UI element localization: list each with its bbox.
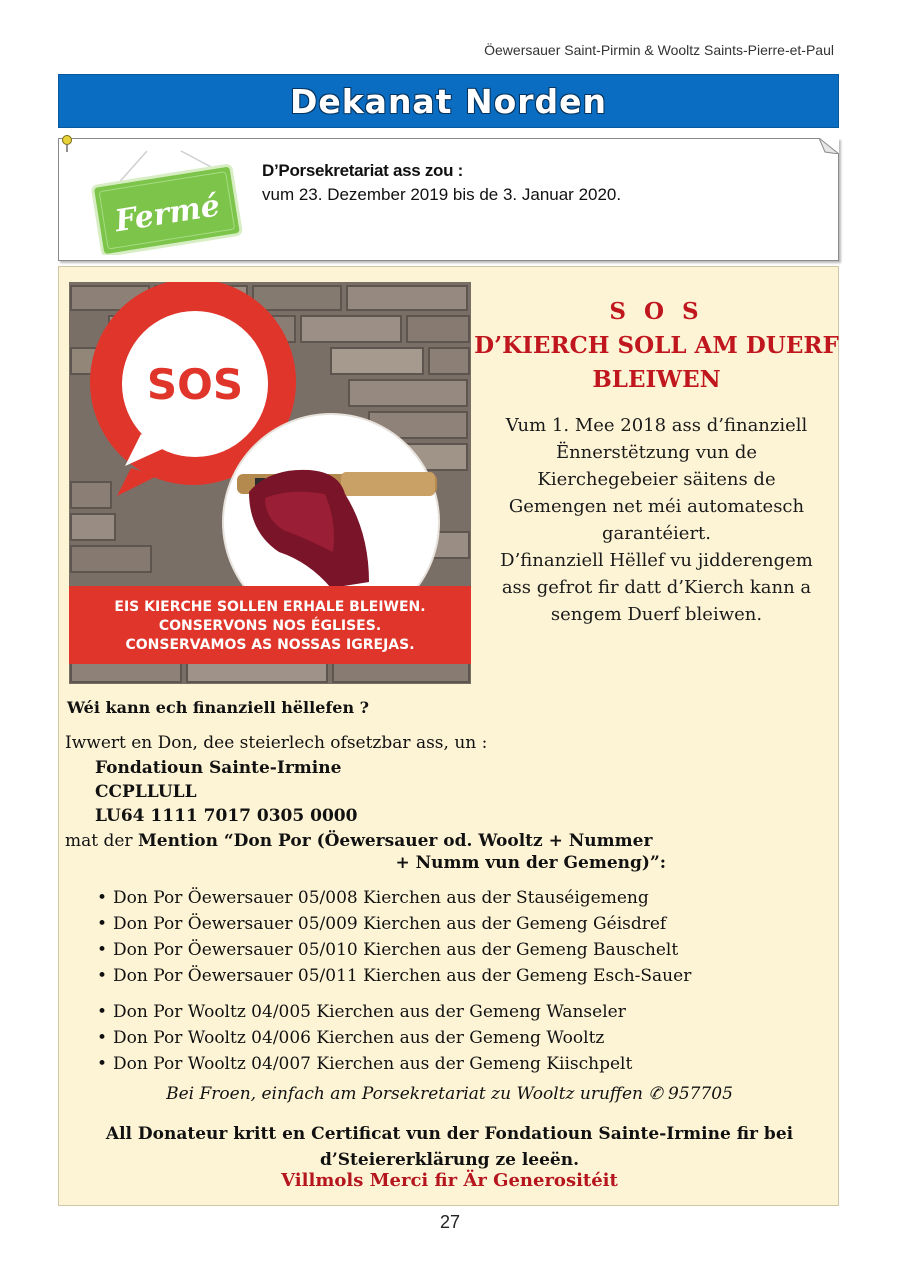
notice-title: D’Porsekretariat ass zou : [262,161,464,180]
list-item: • Don Por Öewersauer 05/009 Kierchen aus der Gemeng Géisdref [97,911,691,937]
sos-heading-line: BLEIWEN [592,366,721,393]
closed-sign-image [89,147,249,255]
pushpin-icon [61,135,73,153]
page-number: 27 [439,1212,461,1232]
list-item: • Don Por Wooltz 04/007 Kierchen aus der Gemeng Kiischpelt [97,1051,632,1077]
contact-phone-line: Bei Froen, einfach am Porsekretariat zu Wooltz uruffen ✆ 957705 [166,1084,733,1104]
donation-intro: Iwwert en Don, dee steierlech ofsetzbar ass, un : [65,733,488,753]
sos-heading [474,295,839,397]
sos-body-line: Ënnerstëtzung vun de [555,442,758,463]
sos-body-line: sengem Duerf bleiwen. [550,604,763,625]
sos-body-line: ass gefrot fir datt d’Kierch kann a [501,577,812,598]
list-item: • Don Por Wooltz 04/005 Kierchen aus der Gemeng Wanseler [97,999,632,1025]
sos-caption-line: CONSERVAMOS AS NOSSAS IGREJAS. [125,637,415,653]
sos-bubble-text: SOS [146,360,244,409]
deanery-title: Dekanat Norden [289,81,608,121]
oewersauer-donation-list [97,885,691,989]
sos-body-line: garantéiert. [601,523,712,544]
wooltz-donation-list [97,999,632,1077]
sos-body-line: D’finanziell Hëllef vu jidderengem [500,550,813,571]
closure-notice [58,138,839,261]
deanery-banner [58,74,839,128]
bank-details [95,756,357,828]
mention-format-continued: + Numm vun der Gemeng)”: [395,853,666,873]
thank-you-line: Villmols Merci fir Är Generositéit [281,1170,618,1191]
mention-prefix: mat der [65,831,138,851]
certificate-line: d’Steiererklärung ze leeën. [319,1150,580,1170]
sos-heading-line: D’KIERCH SOLL AM DUERF [474,332,839,359]
sos-body-line: Gemengen net méi automatesch [508,496,805,517]
sos-caption-line: EIS KIERCHE SOLLEN ERHALE BLEIWEN. [114,599,426,615]
parish-header: Öewersauer Saint-Pirmin & Wooltz Saints-Pierre-et-Paul [484,42,834,58]
sos-body-line: Kierchegebeier säitens de [537,469,776,490]
donation-question: Wéi kann ech finanziell hëllefen ? [67,698,370,717]
page-fold-icon [819,138,839,154]
list-item: • Don Por Öewersauer 05/008 Kierchen aus der Stauséigemeng [97,885,691,911]
list-item: • Don Por Öewersauer 05/011 Kierchen aus der Gemeng Esch-Sauer [97,963,691,989]
mention-instruction [65,829,652,853]
sos-campaign-image [69,282,471,684]
list-item: • Don Por Wooltz 04/006 Kierchen aus der Gemeng Wooltz [97,1025,632,1051]
list-item: • Don Por Öewersauer 05/010 Kierchen aus der Gemeng Bauschelt [97,937,691,963]
bank-detail-line: CCPLLULL [95,782,197,802]
donation-panel [58,266,839,1206]
certificate-note [99,1121,800,1173]
closed-sign-text: Fermé [112,188,223,240]
sos-body-line: Vum 1. Mee 2018 ass d’finanziell [505,415,808,436]
notice-dates: vum 23. Dezember 2019 bis de 3. Januar 2020. [262,185,622,204]
sos-body-text [484,412,829,628]
bank-detail-line: LU64 1111 7017 0305 0000 [95,806,358,826]
sos-caption-line: CONSERVONS NOS ÉGLISES. [158,618,382,634]
mention-format: Mention “Don Por (Öewersauer od. Wooltz + Nummer [137,831,653,851]
certificate-line: All Donateur kritt en Certificat vun der Fondatioun Sainte-Irmine fir bei [105,1124,794,1144]
bank-detail-line: Fondatioun Sainte-Irmine [95,758,342,778]
sos-heading-line: S O S [609,298,704,325]
